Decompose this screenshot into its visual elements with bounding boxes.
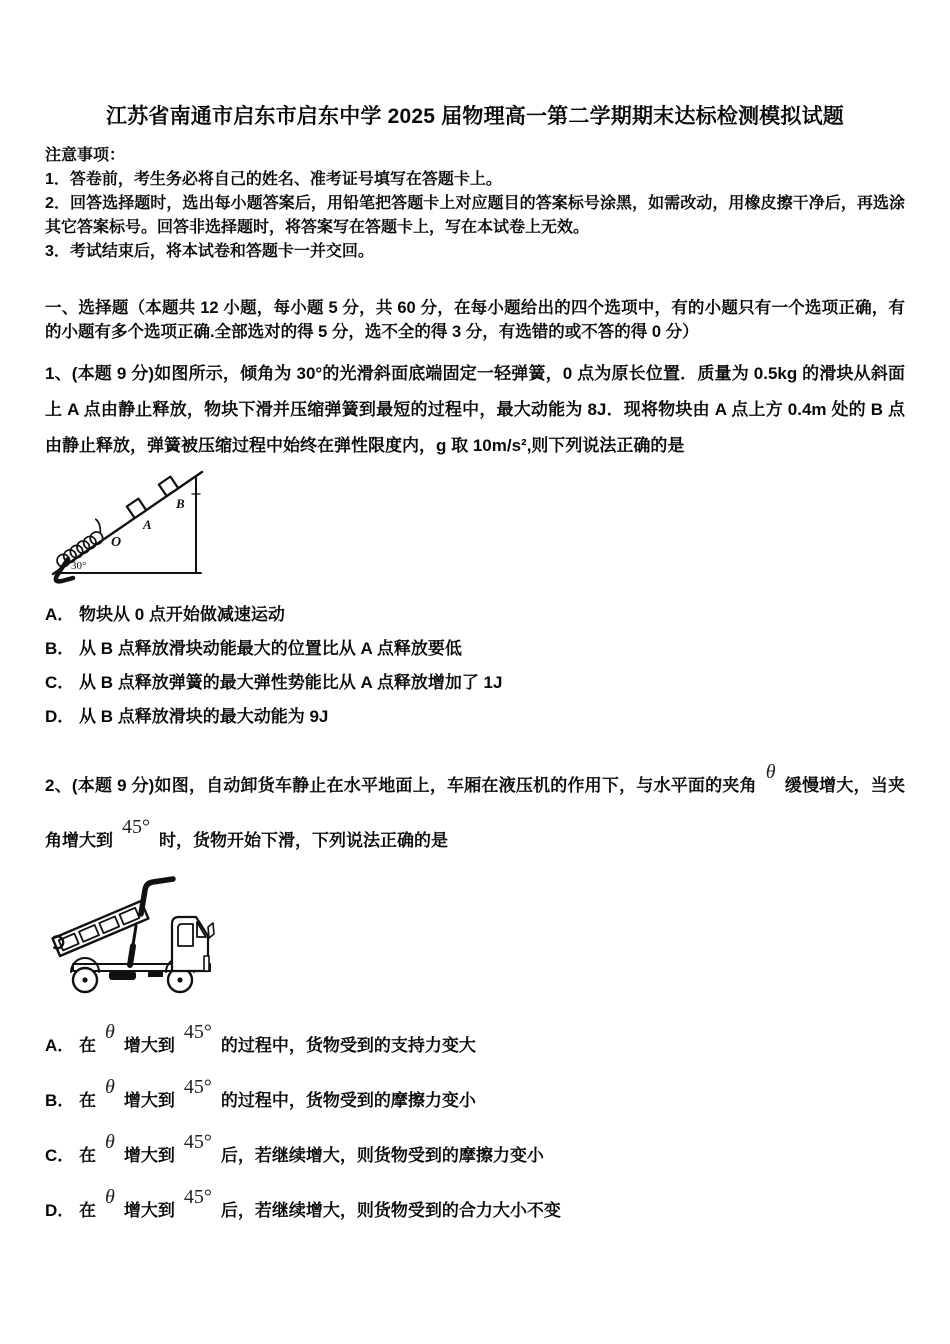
cab-window bbox=[178, 924, 193, 946]
incline-angle-label: 30° bbox=[71, 560, 87, 572]
option-letter: B． bbox=[45, 639, 75, 658]
option-text: 在 bbox=[79, 1036, 96, 1055]
question-1-option-d bbox=[45, 700, 905, 734]
angle-value: 45° bbox=[183, 1186, 212, 1208]
theta-symbol: θ bbox=[105, 1076, 115, 1098]
stem-text: 时，货物开始下滑，下列说法正确的是 bbox=[159, 831, 448, 850]
question-2-option-a bbox=[45, 1021, 905, 1061]
stem-text: 缓慢增大，当夹角增大到 bbox=[45, 776, 906, 850]
option-text: 物块从 0 点开始做减速运动 bbox=[79, 605, 285, 624]
angle-value: 45° bbox=[183, 1076, 212, 1098]
question-2-options bbox=[45, 1021, 905, 1226]
option-text: 增大到 bbox=[123, 1091, 175, 1110]
dump-truck-figure bbox=[47, 868, 262, 1006]
truck-underbox-small bbox=[148, 971, 163, 977]
theta-symbol: θ bbox=[765, 761, 776, 783]
angle-value: 45° bbox=[183, 1131, 212, 1153]
hydraulic-cylinder bbox=[130, 946, 133, 965]
option-text: 的过程中，货物受到的摩擦力变小 bbox=[220, 1091, 476, 1110]
theta-symbol: θ bbox=[105, 1186, 115, 1208]
option-letter: D． bbox=[45, 1201, 75, 1220]
option-text: 后，若继续增大，则货物受到的合力大小不变 bbox=[220, 1201, 561, 1220]
angle-value: 45° bbox=[183, 1021, 212, 1043]
notice-heading: 注意事项： bbox=[45, 147, 126, 164]
question-1-option-c bbox=[45, 666, 905, 700]
option-text: 的过程中，货物受到的支持力变大 bbox=[220, 1036, 476, 1055]
point-o-label: O bbox=[111, 535, 122, 550]
option-text: 增大到 bbox=[123, 1201, 175, 1220]
question-1-option-a bbox=[45, 598, 905, 632]
point-b-label: B bbox=[176, 496, 185, 511]
option-text: 在 bbox=[79, 1146, 96, 1165]
notice-item-2: 2．回答选择题时，选出每小题答案后，用铅笔把答题卡上对应题目的答案标号涂黑，如需改动，用橡皮擦干净后，再选涂其它答案标号。回答非选择题时，将答案写在答题卡上，写在本试卷上无效。 bbox=[45, 195, 905, 236]
question-2-option-b bbox=[45, 1076, 905, 1116]
question-2-stem bbox=[45, 758, 905, 868]
stem-text: 2、(本题 9 分)如图，自动卸货车静止在水平地面上，车厢在液压机的作用下，与水平面的夹角 bbox=[45, 776, 757, 795]
block-a bbox=[127, 499, 146, 518]
notice-item-3: 3．考试结束后，将本试卷和答题卡一并交回。 bbox=[45, 243, 374, 260]
option-text: 在 bbox=[79, 1201, 96, 1220]
angle-value: 45° bbox=[122, 816, 150, 838]
option-text: 增大到 bbox=[123, 1036, 175, 1055]
option-letter: D． bbox=[45, 707, 75, 726]
option-text: 从 B 点释放弹簧的最大弹性势能比从 A 点释放增加了 1J bbox=[79, 673, 503, 692]
theta-symbol: θ bbox=[105, 1021, 115, 1043]
question-1-stem: 1、(本题 9 分)如图所示，倾角为 30°的光滑斜面底端固定一轻弹簧，0 点为原长位置．质量为 0.5kg 的滑块从斜面上 A 点由静止释放，物块下滑并压缩弹簧到最短的过程中，最大动能为 8J．现将物块由 A 点上方 0.4m 处的 B 点由静止释放，弹簧被压缩过程中始终在弹性限度内，g 取 10m/s²,则下列说法正确的是 bbox=[45, 364, 905, 455]
option-letter: A． bbox=[45, 605, 75, 624]
block-b bbox=[159, 477, 178, 496]
cab-step bbox=[204, 956, 209, 971]
theta-symbol: θ bbox=[105, 1131, 115, 1153]
option-text: 增大到 bbox=[123, 1146, 175, 1165]
incline-spring-figure bbox=[49, 466, 219, 586]
point-a-label: A bbox=[143, 517, 152, 532]
option-letter: B． bbox=[45, 1091, 75, 1110]
truck-underbox bbox=[109, 971, 136, 980]
notice-section bbox=[45, 144, 905, 264]
option-letter: C． bbox=[45, 1146, 75, 1165]
rear-wheel-hub bbox=[82, 977, 87, 982]
notice-item-1: 1．答卷前，考生务必将自己的姓名、准考证号填写在答题卡上。 bbox=[45, 171, 502, 188]
option-text: 从 B 点释放滑块的最大动能为 9J bbox=[79, 707, 329, 726]
cab-mirror bbox=[208, 923, 214, 938]
front-wheel-hub bbox=[177, 977, 182, 982]
option-text: 在 bbox=[79, 1091, 96, 1110]
question-2-option-d bbox=[45, 1186, 905, 1226]
page-title: 江苏省南通市启东市启东中学 2025 届物理高一第二学期期末达标检测模拟试题 bbox=[106, 105, 844, 128]
option-letter: C． bbox=[45, 673, 75, 692]
option-text: 后，若继续增大，则货物受到的摩擦力变小 bbox=[220, 1146, 544, 1165]
option-letter: A． bbox=[45, 1036, 75, 1055]
question-1-options bbox=[45, 598, 905, 734]
section-heading-choice-questions: 一、选择题（本题共 12 小题，每小题 5 分，共 60 分，在每小题给出的四个选项中，有的小题只有一个选项正确，有的小题有多个选项正确.全部选对的得 5 分，选不全的得 3 分，有选错的或不答的得 0 分） bbox=[45, 299, 905, 341]
option-text: 从 B 点释放滑块动能最大的位置比从 A 点释放要低 bbox=[79, 639, 462, 658]
question-2-option-c bbox=[45, 1131, 905, 1171]
question-1-option-b bbox=[45, 632, 905, 666]
bed-front-guard bbox=[141, 879, 173, 914]
